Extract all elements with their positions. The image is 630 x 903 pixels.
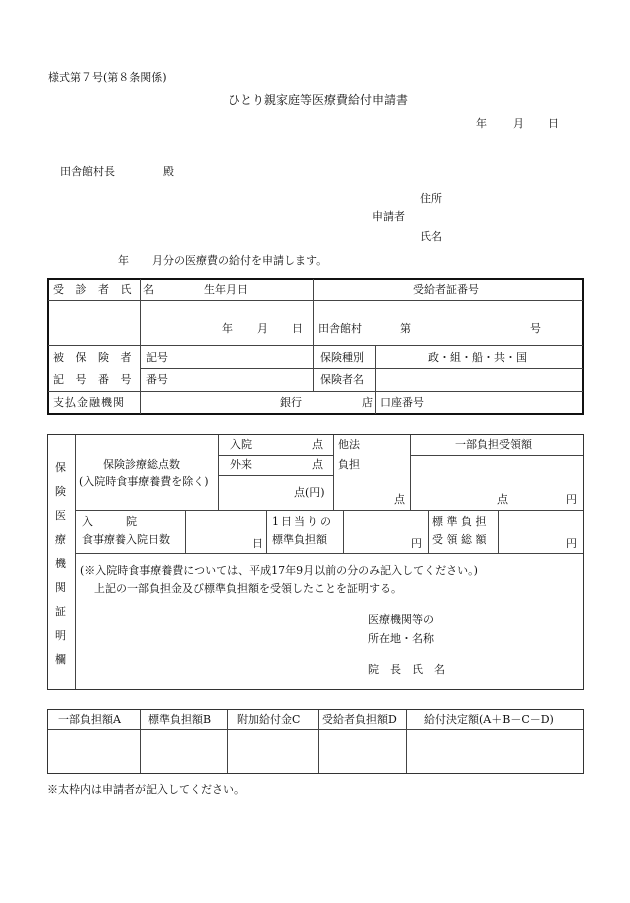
- bank-label: 銀行: [280, 396, 302, 409]
- insured-label-line1: 被 保 険 者: [53, 351, 136, 364]
- bank-institution-label: 支払金融機関: [53, 396, 125, 409]
- branch-label: 店: [362, 396, 373, 409]
- daily-yen-unit: 円: [411, 537, 422, 550]
- date-month-label: 月: [513, 117, 524, 130]
- birth-month-label: 月: [257, 322, 268, 335]
- institution-label-1: 医療機関等の: [368, 613, 434, 626]
- outpatient-label: 外来: [230, 458, 252, 471]
- meal-cost-note: (※入院時食事療養費については、平成17年9月以前の分のみ記入してください。): [80, 564, 478, 577]
- cert-dai-label: 第: [400, 322, 411, 335]
- insurance-type-options: 政・組・船・共・国: [428, 351, 527, 364]
- header-recipient-burden-d: 受給者負担額D: [322, 713, 397, 726]
- honorific: 殿: [163, 165, 174, 178]
- inpatient-points-unit: 点: [312, 438, 323, 451]
- insured-label-line2: 記 号 番 号: [53, 373, 136, 386]
- daily-standard-label-2: 標準負担額: [272, 533, 327, 546]
- standard-received-label-2: 受 領 総 額: [432, 533, 487, 546]
- applicant-info-table: [47, 278, 584, 415]
- form-number: 様式第７号(第８条関係): [48, 71, 167, 84]
- header-standard-burden-b: 標準負担額B: [148, 713, 212, 726]
- points-total-label: 保険診療総点数: [103, 458, 180, 471]
- other-law-label-1: 他法: [338, 438, 360, 451]
- application-form-page: 様式第７号(第８条関係) ひとり親家庭等医療費給付申請書 年 月 日 田舎館村長 殿 住所 申請者 氏名 年 月分の医療費の給付を申請します。 受 診 者 氏 名 生年月日 受給者証番号 年 月 日 田舎館村 第 号 被 保 険 者 記 号 番 号 記号 番号 保険種別 政・組・船・共・国 保険者名 支払金融機関 銀行 店 口座番号 保 険 医 療 機 関 証 明 欄 保険診療総点数 (入院時食事療養費を除く) 入院 点 外来 点 点(円) 他法 負担 点 一部負担受領額 点 円 入 院 食事療養入院日数 日 1日当りの 標準負担額 円 標 準 負 担 受 領 総 額 円 (※入院時食事療養費については、平成17年9月以前の分のみ記入してください。) 上記の一部負担金及び標準負担額を受領したことを証明する。 医療機関等の 所在地・名称 院 長 氏 名 一部負担額A 標準負担額B 附加給付金C 受給者負担額D 給付決定額(A＋B－C－D) ※太枠内は申請者が記入してください。: [0, 0, 630, 903]
- medical-certification-table: [47, 434, 584, 690]
- date-day-label: 日: [548, 117, 559, 130]
- header-additional-benefit-c: 附加給付金C: [237, 713, 301, 726]
- birth-year-label: 年: [222, 322, 233, 335]
- address-label: 住所: [420, 192, 442, 205]
- hospitalization-label-2: 食事療養入院日数: [82, 533, 170, 546]
- hospitalization-label-1: 入 院: [82, 515, 137, 528]
- account-number-label: 口座番号: [380, 396, 424, 409]
- certificate-number-label: 受給者証番号: [413, 283, 479, 296]
- daily-standard-label-1: 1日当りの: [272, 515, 333, 528]
- institution-label-2: 所在地・名称: [368, 632, 434, 645]
- village-label: 田舎館村: [318, 322, 362, 335]
- addressee: 田舎館村長: [60, 165, 115, 178]
- total-points-yen-unit: 点(円): [294, 486, 325, 499]
- name-label: 氏名: [420, 230, 442, 243]
- header-benefit-decision: 給付決定額(A＋B－C－D): [424, 713, 554, 726]
- applicant-label: 申請者: [372, 210, 405, 223]
- partial-received-label: 一部負担受領額: [455, 438, 532, 451]
- bangou-label: 番号: [146, 373, 168, 386]
- insurer-name-label: 保険者名: [320, 373, 364, 386]
- cert-go-label: 号: [530, 322, 541, 335]
- standard-yen-unit: 円: [566, 537, 577, 550]
- date-year-label: 年: [476, 117, 487, 130]
- certification-statement: 上記の一部負担金及び標準負担額を受領したことを証明する。: [94, 582, 402, 595]
- insurance-type-label: 保険種別: [320, 351, 364, 364]
- points-excluding-label: (入院時食事療養費を除く): [79, 475, 209, 488]
- partial-points-unit: 点: [497, 493, 508, 506]
- birthdate-label: 生年月日: [204, 283, 248, 296]
- standard-received-label-1: 標 準 負 担: [432, 515, 487, 528]
- kigou-label: 記号: [146, 351, 168, 364]
- footer-note: ※太枠内は申請者が記入してください。: [47, 783, 245, 796]
- other-law-label-2: 負担: [338, 458, 360, 471]
- period-year-label: 年: [118, 254, 129, 267]
- outpatient-points-unit: 点: [312, 458, 323, 471]
- header-partial-burden-a: 一部負担額A: [58, 713, 121, 726]
- birth-day-label: 日: [292, 322, 303, 335]
- form-title: ひとり親家庭等医療費給付申請書: [228, 93, 409, 107]
- inpatient-label: 入院: [230, 438, 252, 451]
- days-unit: 日: [252, 537, 263, 550]
- other-law-points-unit: 点: [394, 493, 405, 506]
- partial-yen-unit: 円: [566, 493, 577, 506]
- period-text: 月分の医療費の給付を申請します。: [152, 254, 328, 267]
- director-name-label: 院 長 氏 名: [368, 663, 445, 676]
- patient-name-label: 受 診 者 氏 名: [53, 283, 158, 296]
